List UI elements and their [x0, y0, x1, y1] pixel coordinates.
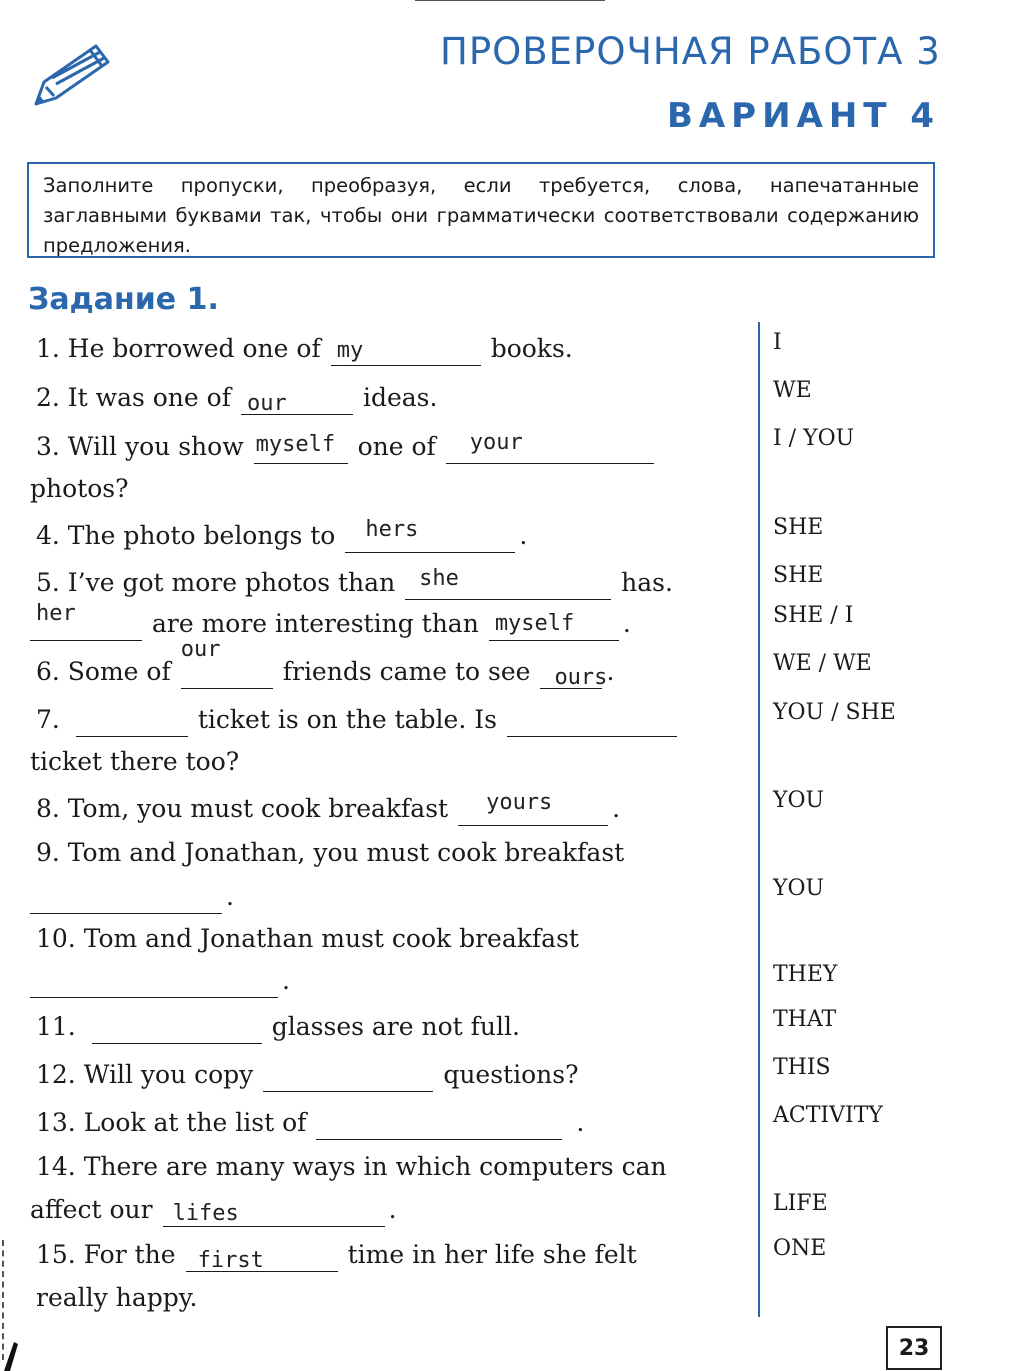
- sentence-text: 9. Tom and Jonathan, you must cook breakfast: [36, 838, 625, 867]
- sentence-text: 11.: [36, 1012, 76, 1041]
- sentence-text: .: [388, 1195, 397, 1224]
- sentence-14: [30, 1150, 735, 1184]
- sentence-text: ideas.: [362, 383, 438, 412]
- sentence-15: [30, 1238, 735, 1272]
- sentence-text: friends came to see: [282, 657, 531, 686]
- handwritten-answer: her: [36, 601, 76, 626]
- answer-blank[interactable]: [241, 384, 353, 415]
- handwritten-answer: ours: [554, 665, 608, 690]
- sentence-14-cont: [30, 1193, 735, 1227]
- keyword: SHE / I: [773, 603, 854, 628]
- task-title: Задание 1.: [28, 282, 219, 317]
- answer-blank[interactable]: [458, 790, 608, 826]
- scissors-icon: [0, 1338, 24, 1371]
- sentence-text: questions?: [443, 1060, 579, 1089]
- answer-blank[interactable]: [76, 706, 188, 737]
- keyword: YOU / SHE: [773, 700, 896, 725]
- sentence-6: [30, 637, 735, 690]
- answer-blank[interactable]: [30, 601, 142, 641]
- sentence-text: 13. Look at the list of: [36, 1108, 307, 1137]
- sentence-3-cont: [30, 472, 735, 506]
- sentence-text: 1. He borrowed one of: [36, 334, 321, 363]
- top-divider: [415, 0, 605, 1]
- answer-blank[interactable]: [163, 1196, 385, 1227]
- sentence-15-cont: [30, 1281, 735, 1315]
- page-title: ПРОВЕРОЧНАЯ РАБОТА 3: [440, 30, 941, 73]
- sentence-text: ticket is on the table. Is: [197, 705, 497, 734]
- instructions-box: Заполните пропуски, преобразуя, если требуется, слова, напечатанные заглавными буквами так, чтобы они грамматически соответствовали содержанию предложения.: [27, 162, 935, 258]
- answer-blank[interactable]: [30, 883, 222, 914]
- sentence-text: .: [612, 794, 621, 823]
- handwritten-answer: lifes: [172, 1201, 239, 1226]
- variant-title: ВАРИАНТ 4: [666, 96, 940, 136]
- sentence-7: [30, 703, 735, 737]
- keyword: THAT: [773, 1007, 837, 1032]
- sentence-12: [30, 1058, 735, 1092]
- handwritten-answer: first: [197, 1248, 264, 1273]
- handwritten-answer: myself: [494, 611, 575, 636]
- answer-blank[interactable]: [507, 706, 677, 737]
- sentence-13: [30, 1106, 735, 1140]
- column-divider: [758, 322, 760, 1317]
- sentence-11: [30, 1010, 735, 1044]
- keyword: THEY: [773, 962, 838, 987]
- sentence-4: [30, 519, 735, 553]
- keyword: LIFE: [773, 1191, 828, 1216]
- sentence-text: .: [519, 521, 528, 550]
- sentence-text: 15. For the: [36, 1240, 176, 1269]
- sentence-text: ticket there too?: [30, 747, 240, 776]
- sentence-10-cont: [30, 964, 735, 998]
- sentence-9: [30, 836, 735, 870]
- answer-blank[interactable]: [263, 1061, 433, 1092]
- sentence-10: [30, 922, 735, 956]
- keyword: ACTIVITY: [773, 1103, 883, 1128]
- keyword: THIS: [773, 1055, 831, 1080]
- sentence-8: [30, 792, 735, 826]
- keyword: WE: [773, 378, 812, 403]
- sentence-text: .: [226, 882, 234, 911]
- keyword: YOU: [773, 788, 825, 813]
- handwritten-answer: our: [246, 391, 287, 416]
- keyword: I: [773, 330, 782, 355]
- sentence-9-cont: [30, 880, 735, 914]
- sentence-text: time in her life she felt: [347, 1240, 637, 1269]
- handwritten-answer: myself: [255, 432, 336, 457]
- keyword: SHE: [773, 563, 824, 588]
- answer-blank[interactable]: [446, 430, 654, 464]
- keyword: I / YOU: [773, 426, 855, 451]
- handwritten-answer: yours: [486, 790, 553, 815]
- sentence-text: books.: [490, 334, 573, 363]
- handwritten-answer: your: [469, 430, 523, 455]
- answer-blank[interactable]: [92, 1013, 262, 1044]
- keyword: ONE: [773, 1236, 827, 1261]
- sentence-text: 8. Tom, you must cook breakfast: [36, 794, 449, 823]
- sentence-text: .: [606, 657, 615, 686]
- handwritten-answer: hers: [365, 517, 419, 542]
- answer-blank[interactable]: [489, 610, 619, 641]
- sentence-text: 2. It was one of: [36, 383, 231, 412]
- answer-blank[interactable]: [316, 1109, 562, 1140]
- sentence-text: glasses are not full.: [271, 1012, 520, 1041]
- sentence-text: one of: [357, 432, 436, 461]
- sentence-text: are more interesting than: [152, 609, 479, 638]
- sentence-text: has.: [621, 568, 673, 597]
- sentence-text: .: [576, 1108, 585, 1137]
- keyword: SHE: [773, 515, 824, 540]
- page-number: 23: [886, 1326, 942, 1370]
- answer-blank[interactable]: [405, 566, 611, 600]
- sentence-5-cont: [30, 601, 735, 641]
- answer-blank[interactable]: [180, 637, 273, 689]
- handwritten-answer: she: [419, 566, 459, 591]
- keyword: WE / WE: [773, 651, 872, 676]
- sentence-text: 7.: [36, 705, 60, 734]
- sentence-text: affect our: [30, 1195, 153, 1224]
- handwritten-answer: our: [180, 637, 221, 662]
- answer-blank[interactable]: [254, 433, 348, 464]
- sentence-text: .: [622, 609, 631, 638]
- sentence-7-cont: [30, 745, 735, 779]
- handwritten-answer: my: [336, 338, 364, 363]
- sentence-text: .: [282, 966, 290, 995]
- answer-blank[interactable]: [331, 335, 481, 366]
- answer-blank[interactable]: [540, 658, 608, 690]
- sentence-3: [30, 430, 735, 464]
- sentence-text: really happy.: [36, 1283, 198, 1312]
- answer-blank[interactable]: [186, 1241, 338, 1272]
- answer-blank[interactable]: [30, 967, 278, 998]
- sentence-2: [30, 381, 735, 415]
- sentence-text: 12. Will you copy: [36, 1060, 254, 1089]
- sentence-5: [30, 566, 735, 600]
- keyword: YOU: [773, 876, 825, 901]
- sentence-text: 5. I’ve got more photos than: [36, 568, 396, 597]
- sentence-text: 10. Tom and Jonathan must cook breakfast: [36, 924, 579, 953]
- answer-blank[interactable]: [345, 517, 515, 553]
- sentence-text: 4. The photo belongs to: [36, 521, 336, 550]
- sentence-text: photos?: [30, 474, 129, 503]
- pencil-icon: [24, 38, 116, 110]
- sentence-1: [30, 332, 735, 366]
- sentence-text: 3. Will you show: [36, 432, 244, 461]
- sentence-text: 6. Some of: [36, 657, 171, 686]
- sentence-text: 14. There are many ways in which computers can: [36, 1152, 667, 1181]
